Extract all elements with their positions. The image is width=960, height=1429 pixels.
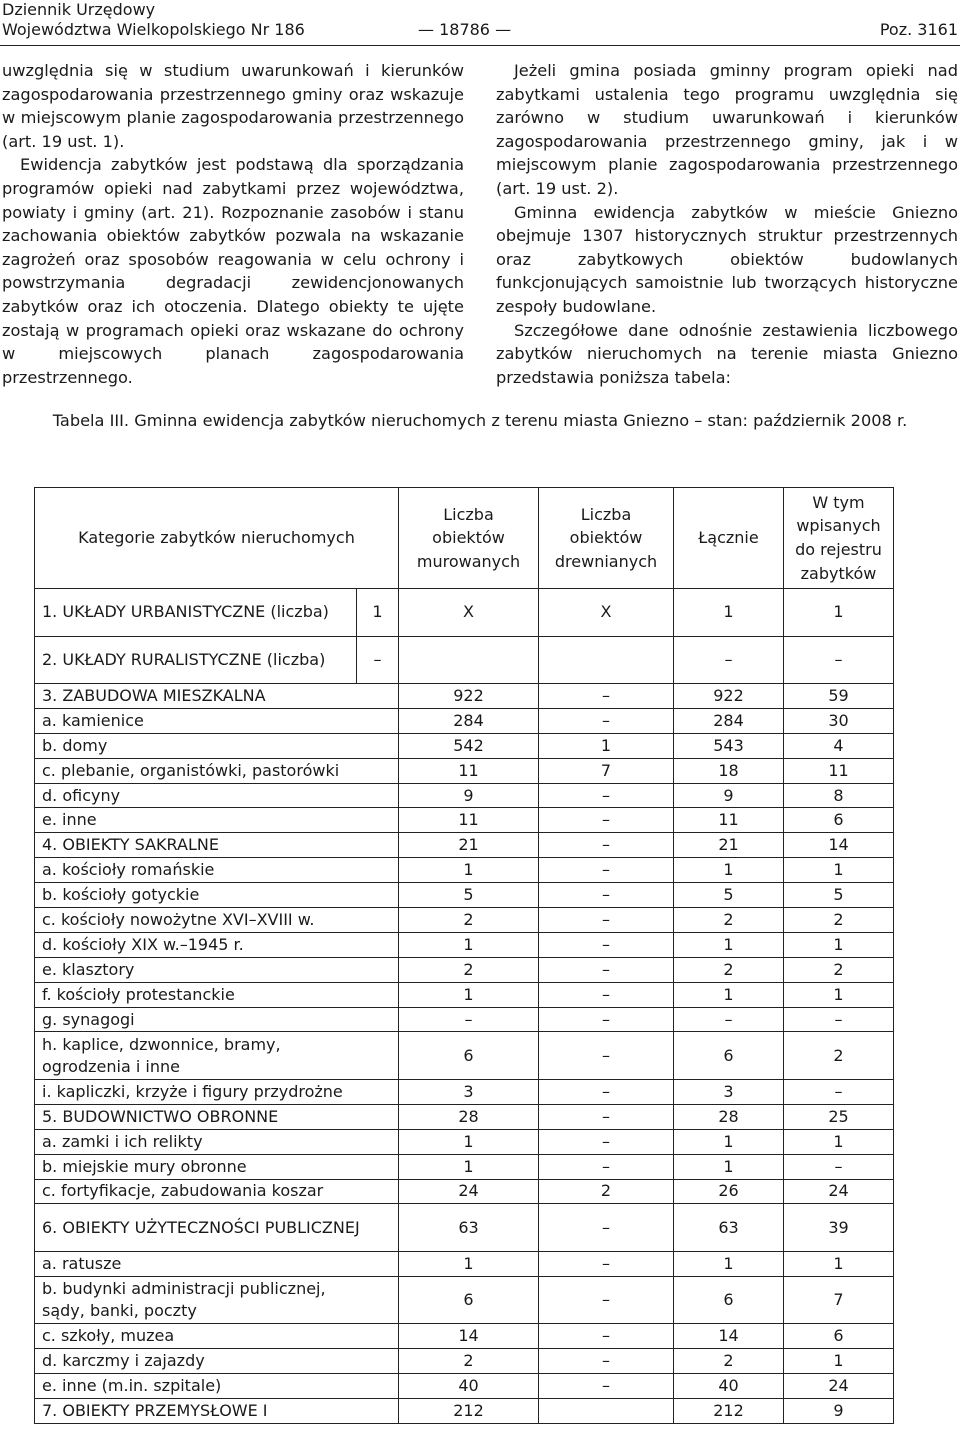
header-masonry: Liczba obiektów murowanych [399,488,539,589]
cell-value: 922 [399,684,539,709]
table-row [35,908,894,933]
cell-value: – [784,636,894,684]
cell-value: – [539,883,674,908]
cell-value: – [539,708,674,733]
row-category: b. budynki administracji publicznej, sądy, banki, poczty [35,1276,399,1324]
cell-value: 11 [784,758,894,783]
cell-value: 1 [784,1251,894,1276]
cell-value: – [674,636,784,684]
row-category: e. inne [35,808,399,833]
cell-value: 25 [784,1104,894,1129]
cell-value: 21 [674,833,784,858]
table-header-row [35,488,894,589]
cell-value: 9 [674,783,784,808]
cell-value: 18 [674,758,784,783]
cell-value: X [399,589,539,637]
cell-value: 63 [674,1204,784,1252]
right-paragraph-2: Gminna ewidencja zabytków w mieście Gniezno obejmuje 1307 historycznych struktur przestrzennych oraz zabytkowych obiektów budowlanych funkcjonujących samoistnie lub tworzących historyczne zespoły budowlane. [496,202,958,316]
cell-value: 8 [784,783,894,808]
row-category: 4. OBIEKTY SAKRALNE [35,833,399,858]
row-category: 6. OBIEKTY UŻYTECZNOŚCI PUBLICZNEJ [35,1204,399,1252]
header-wooden: Liczba obiektów drewnianych [539,488,674,589]
monuments-table [34,487,894,1424]
cell-value: 28 [674,1104,784,1129]
cell-value: 212 [399,1398,539,1423]
cell-value: 1 [784,932,894,957]
cell-value: 922 [674,684,784,709]
cell-value: 1 [399,1251,539,1276]
table-row [35,708,894,733]
cell-value: – [539,1324,674,1349]
row-category: d. kościoły XIX w.–1945 r. [35,932,399,957]
cell-value: 26 [674,1179,784,1204]
row-category: c. plebanie, organistówki, pastorówki [35,758,399,783]
cell-value: 1 [784,1349,894,1374]
journal-issue: Województwa Wielkopolskiego Nr 186 [2,20,305,39]
cell-value: 1 [399,932,539,957]
cell-value: 11 [674,808,784,833]
cell-value: 1 [539,733,674,758]
table-row [35,1251,894,1276]
row-category: a. zamki i ich relikty [35,1129,399,1154]
row-category: b. kościoły gotyckie [35,883,399,908]
cell-value: – [539,1007,674,1032]
cell-value: 2 [784,1032,894,1080]
header-registered: W tym wpisanych do rejestru zabytków [784,488,894,589]
cell-value: 9 [399,783,539,808]
table-row [35,1179,894,1204]
cell-value: – [539,1129,674,1154]
row-category: 3. ZABUDOWA MIESZKALNA [35,684,399,709]
table-row [35,1154,894,1179]
position-number: Poz. 3161 [879,20,958,39]
cell-value: 1 [674,858,784,883]
cell-value: 6 [784,1324,894,1349]
cell-value: 6 [399,1276,539,1324]
cell-value: 284 [674,708,784,733]
cell-value: 3 [399,1079,539,1104]
table-row [35,833,894,858]
cell-value: 3 [674,1079,784,1104]
cell-value: – [539,1032,674,1080]
cell-value: – [539,932,674,957]
cell-value: 543 [674,733,784,758]
cell-value: – [539,1104,674,1129]
cell-value: 1 [784,1129,894,1154]
cell-value: 2 [674,1349,784,1374]
cell-value: 7 [784,1276,894,1324]
row-category: a. ratusze [35,1251,399,1276]
right-text-column [496,59,958,389]
cell-value: 40 [399,1374,539,1399]
cell-value: 28 [399,1104,539,1129]
cell-value: 6 [784,808,894,833]
cell-value: – [539,1079,674,1104]
cell-value: 11 [399,758,539,783]
row-category: a. kościoły romańskie [35,858,399,883]
cell-value: – [539,1251,674,1276]
cell-value: – [539,808,674,833]
cell-value [399,636,539,684]
row-category: 5. BUDOWNICTWO OBRONNE [35,1104,399,1129]
cell-value: 2 [399,957,539,982]
page-number: — 18786 — [418,20,512,39]
cell-value: – [539,1374,674,1399]
cell-value: 1 [674,932,784,957]
cell-value: 30 [784,708,894,733]
cell-value: 4 [784,733,894,758]
cell-value: 284 [399,708,539,733]
cell-value: X [539,589,674,637]
table-row [35,1104,894,1129]
cell-value: – [539,1276,674,1324]
cell-value: 2 [674,908,784,933]
cell-value: 14 [784,833,894,858]
journal-title [2,0,305,40]
cell-value: 1 [674,1251,784,1276]
table-row [35,858,894,883]
row-category: b. miejskie mury obronne [35,1154,399,1179]
cell-value: 5 [399,883,539,908]
cell-value: 39 [784,1204,894,1252]
journal-name: Dziennik Urzędowy [2,0,156,19]
cell-value: 1 [399,858,539,883]
table-row [35,1276,894,1324]
row-category: 7. OBIEKTY PRZEMYSŁOWE I [35,1398,399,1423]
table-body [35,684,894,1424]
row-category: e. klasztory [35,957,399,982]
row-category: h. kaplice, dzwonnice, bramy, ogrodzenia i inne [35,1032,399,1080]
table-row [35,883,894,908]
cell-value: 6 [674,1032,784,1080]
cell-value: 2 [674,957,784,982]
cell-value: – [539,858,674,883]
cell-value: 14 [399,1324,539,1349]
cell-value: 1 [674,1129,784,1154]
cell-value: – [539,908,674,933]
cell-value: – [539,982,674,1007]
cell-value: – [784,1154,894,1179]
cell-value: – [357,636,399,684]
header-total: Łącznie [674,488,784,589]
table-row [35,1129,894,1154]
cell-value: 40 [674,1374,784,1399]
table-caption: Tabela III. Gminna ewidencja zabytków nieruchomych z terenu miasta Gniezno – stan: październik 2008 r. [52,411,908,430]
cell-value: 1 [399,1129,539,1154]
cell-value: – [539,1204,674,1252]
cell-value: 24 [784,1374,894,1399]
cell-value: 1 [399,982,539,1007]
right-paragraph-1: Jeżeli gmina posiada gminny program opieki nad zabytkami ustalenia tego programu uwzględnia się zarówno w studium uwarunkowań i kierunków zagospodarowania przestrzennego gminy, jak i w miejscowym planie zagospodarowania przestrzennego (art. 19 ust. 2). [496,61,958,198]
cell-value: 1 [399,1154,539,1179]
row-category: c. kościoły nowożytne XVI–XVIII w. [35,908,399,933]
table-row [35,758,894,783]
cell-value: 59 [784,684,894,709]
left-paragraph-1: uwzględnia się w studium uwarunkowań i kierunków zagospodarowania przestrzennego gminy oraz wskazuje w miejscowym planie zagospodarowania przestrzennego (art. 19 ust. 1). [2,61,464,151]
table-row [35,684,894,709]
cell-value: 9 [784,1398,894,1423]
cell-value: – [539,1154,674,1179]
left-paragraph-2: Ewidencja zabytków jest podstawą dla sporządzania programów opieki nad zabytkami przez województwa, powiaty i gminy (art. 21). Rozpoznanie zasobów i stanu zachowania obiektów zabytków pozwala na wskazanie zagrożeń oraz sposobów reagowania w celu ochrony i powstrzymania degradacji zewidencjonowanych zabytków oraz ich otoczenia. Dlatego obiekty te ujęte zostają w programach opieki oraz wskazane do ochrony w miejscowych planach zagospodarowania przestrzennego. [2,155,464,387]
cell-value: – [784,1079,894,1104]
row-category: 1. UKŁADY URBANISTYCZNE (liczba) [35,589,357,637]
table-row [35,636,894,684]
header-divider [0,45,960,46]
table-row [35,1204,894,1252]
cell-value: 1 [674,1154,784,1179]
row-category: i. kapliczki, krzyże i figury przydrożne [35,1079,399,1104]
header-category: Kategorie zabytków nieruchomych [35,488,399,589]
table-row [35,808,894,833]
left-text-column [2,59,464,389]
cell-value: 1 [357,589,399,637]
table-row [35,733,894,758]
row-category: c. fortyfikacje, zabudowania koszar [35,1179,399,1204]
table-row [35,1349,894,1374]
cell-value: 6 [399,1032,539,1080]
cell-value: 2 [539,1179,674,1204]
cell-value: 2 [784,908,894,933]
cell-value: 2 [399,908,539,933]
cell-value: 7 [539,758,674,783]
row-category: b. domy [35,733,399,758]
cell-value: 11 [399,808,539,833]
cell-value: 1 [674,982,784,1007]
row-category: g. synagogi [35,1007,399,1032]
table-row [35,1324,894,1349]
cell-value: – [539,1349,674,1374]
cell-value: – [399,1007,539,1032]
cell-value: – [539,833,674,858]
table-row [35,783,894,808]
cell-value: 1 [784,982,894,1007]
table-row [35,1079,894,1104]
row-category: f. kościoły protestanckie [35,982,399,1007]
table-row [35,1374,894,1399]
page-header [0,0,960,46]
row-category: c. szkoły, muzea [35,1324,399,1349]
cell-value: 2 [399,1349,539,1374]
cell-value: 212 [674,1398,784,1423]
cell-value: – [539,684,674,709]
row-category: e. inne (m.in. szpitale) [35,1374,399,1399]
cell-value [539,636,674,684]
cell-value: 24 [399,1179,539,1204]
row-category: d. oficyny [35,783,399,808]
row-category: a. kamienice [35,708,399,733]
table-row [35,589,894,637]
table-row [35,1007,894,1032]
cell-value: 14 [674,1324,784,1349]
table-row [35,1398,894,1423]
cell-value: – [674,1007,784,1032]
cell-value: 6 [674,1276,784,1324]
cell-value [539,1398,674,1423]
cell-value: 63 [399,1204,539,1252]
table-row [35,957,894,982]
cell-value: 1 [784,589,894,637]
cell-value: 542 [399,733,539,758]
cell-value: 1 [674,589,784,637]
cell-value: – [539,783,674,808]
cell-value: 21 [399,833,539,858]
table-row [35,982,894,1007]
row-category: d. karczmy i zajazdy [35,1349,399,1374]
cell-value: 5 [784,883,894,908]
table-row [35,1032,894,1080]
cell-value: – [539,957,674,982]
cell-value: 1 [784,858,894,883]
table-row [35,932,894,957]
cell-value: 2 [784,957,894,982]
row-category: 2. UKŁADY RURALISTYCZNE (liczba) [35,636,357,684]
right-paragraph-3: Szczegółowe dane odnośnie zestawienia liczbowego zabytków nieruchomych na terenie miasta Gniezno przedstawia poniższa tabela: [496,320,958,387]
cell-value: 24 [784,1179,894,1204]
cell-value: 5 [674,883,784,908]
cell-value: – [784,1007,894,1032]
